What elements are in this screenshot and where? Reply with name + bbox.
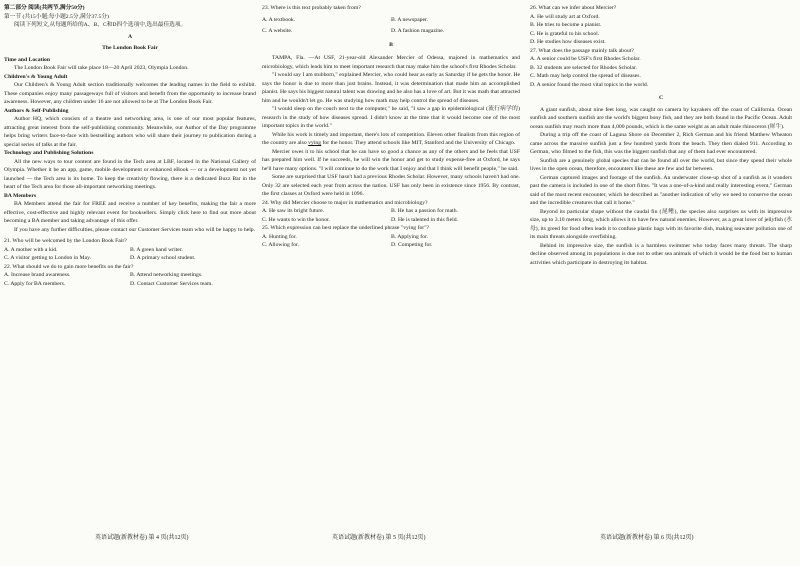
options-25 bbox=[262, 233, 520, 242]
paragraph: All the new ways to tour content are found in the Tech area at LBF, located in the National Gallery of Olympia. Whether it be an app, game, mobile development or enhanced eBook — or a development not yet launched — the Tech area is its home. To keep the creativity flowing, there is a dedicated Buzz Bar in the heart of the Tech area for those all-important networking meetings. bbox=[4, 158, 256, 190]
page-column-6 bbox=[530, 4, 792, 524]
section-heading: Technology and Publishing Solutions bbox=[4, 150, 94, 156]
paragraph: Mercier owes it to his school that he can have so good a chance as any of the others and he feels that USF has prepared him well. If he succeeds, he will win the honor and get to study expense-free at Oxford, he says he'll have many options. "I will continue to do the work that I enjoy and that I think will benefit people," he said. bbox=[262, 148, 520, 172]
page-footer-6: 英语试题(新教材卷) 第 6 页(共12页) bbox=[600, 535, 694, 541]
option-b: B. He tries to become a pianist. bbox=[530, 22, 602, 28]
section-header: 第二部分 阅读(共两节,满分50分) bbox=[4, 5, 85, 11]
option-c: C. A website. bbox=[262, 28, 293, 34]
option-a: A. He saw its bright future. bbox=[262, 208, 325, 214]
page-footer-4: 英语试题(新教材卷) 第 4 页(共12页) bbox=[95, 535, 189, 541]
options-21 bbox=[4, 254, 256, 263]
paragraph: If you have any further difficulties, please contact our Customer Services team who will be happy to help. bbox=[14, 226, 256, 233]
option-c: C. A visitor getting to London in May. bbox=[4, 255, 91, 261]
paragraph: Author HQ, which consists of a theatre and networking area, is one of our most popular features, attracting great interest from the self-publishing community. Meanwhile, our Author of the Day programme helps bring writers face-to-face with bestselling authors who will share their journey to publication during a special series of talks at the fair. bbox=[4, 116, 256, 148]
paragraph: Sunfish are a genuinely global species that can be found all over the world, but since they spend their whole lives in the open ocean, therefore, encounters like these are few and far between. bbox=[530, 157, 792, 172]
paragraph: "I would say I am stubborn," explained Mercier, who could hear as early as Saturday if he gets the honor. He says the honor is due to more than just brains. Instead, it was determination that made him an accomplished pianist. He says his biggest natural talent was drawing and he also has a love of art. But it was math that attracted him and he wouldn't let go. He was studying how math may help control the spread of diseases. bbox=[262, 72, 520, 104]
option-c: C. He is grateful to his school. bbox=[530, 30, 600, 37]
options-24 bbox=[262, 207, 520, 216]
paragraph: Beyond its particular shape without the caudal fin (尾鳍), the species also surprises us with its impressive size, up to 3.10 meters long, which allows it to have few natural enemies. However, as a great lover of jellyfish (水母), its greed for food often leads it to confuse plastic bags with its favorite dish, making seawater pollution one of its main threats alongside overfishing. bbox=[530, 208, 792, 240]
page-footer-5: 英语试题(新教材卷) 第 5 页(共12页) bbox=[332, 535, 426, 541]
option-b: B. A newspaper. bbox=[391, 16, 428, 23]
part-header: 第一节 (共15小题;每小题2.5分,满分37.5分) bbox=[4, 13, 109, 20]
paragraph-text: for the honor. They attend schools like MIT, Stanford and the University of Chicago. bbox=[321, 140, 516, 146]
option-b: B. A green hand writer. bbox=[130, 246, 183, 253]
option-b: B. 32 students are selected for Rhodes Scholar. bbox=[530, 64, 637, 71]
option-b: B. Applying for. bbox=[391, 233, 428, 240]
question-27: 27. What does the passage mainly talk about? bbox=[530, 47, 634, 54]
page-column-4 bbox=[4, 4, 256, 524]
paragraph: The London Book Fair will take place 18—20 April 2023, Olympia London. bbox=[14, 65, 189, 71]
paragraph-text: While his work is timely and important, there's lots of competition. Eleven other finalists from this region of the country are also bbox=[262, 131, 520, 146]
underlined-phrase: vying bbox=[308, 140, 322, 146]
paragraph: TAMPA, Fla. —At USF, 21-year-old Alexander Mercier of Odessa, majored in mathematics and microbiology, which leads him to meet important research that may make him the school's first Rhodes Scholar. bbox=[262, 55, 520, 70]
option-a: A. He will study art at Oxford. bbox=[530, 13, 600, 20]
paragraph: During a trip off the coast of Laguna Shore on December 2, Rich German and his friend Matthew Wheaton came across the massive sunfish just a few hundred yards from the beach. They then dialed 911. According to German, who filmed to the fish, this was the biggest sunfish that any of them had ever encountered. bbox=[530, 132, 792, 155]
question-26: 26. What can we infer about Mercier? bbox=[530, 5, 617, 11]
option-a: A. A textbook. bbox=[262, 16, 296, 23]
section-heading: Authors & Self-Publishing bbox=[4, 107, 69, 114]
option-b: B. Attend networking meetings. bbox=[130, 272, 203, 278]
option-d: D. Contact Customer Services team. bbox=[130, 280, 213, 287]
option-d: D. A fashion magazine. bbox=[391, 28, 445, 34]
option-a: A. A senior could be USF's first Rhodes Scholar. bbox=[530, 56, 641, 62]
passage-label: A bbox=[127, 33, 133, 40]
options-21 bbox=[4, 246, 256, 255]
option-c: C. Math may help control the spread of diseases. bbox=[530, 73, 641, 79]
paragraph: BA Members attend the fair for FREE and receive a number of key benefits, making the fair a more effective, cost-effective and highly relevant event for booksellers. Simply click here to find out more about becoming a BA member and taking advantage of this offer. bbox=[4, 201, 256, 224]
question-24: 24. Why did Mercier choose to major in mathematics and microbiology? bbox=[262, 199, 428, 206]
paragraph: German captured images and footage of the sunfish. An underwater close-up shot of a sunfish as it wanders past the camera is included in one of the short films. "It was a one-of-a-kind and really interesting event," German said of the most recent encounter, which he described as "another indication of why we need to conserve the ocean and the incredible creatures that call it home." bbox=[530, 174, 792, 206]
question-22: 22. What should we do to gain more benefits on the fair? bbox=[4, 263, 134, 270]
options-25 bbox=[262, 241, 520, 250]
paragraph: Our Children's & Young Adult section traditionally welcomes the leading names in the field to exhibit. These companies enjoy many passageways full of visitors and benefit from the opportunity to increase brand awareness. However, any children under 16 are not allowed to be at The London Book Fair. bbox=[4, 82, 256, 105]
options-23 bbox=[262, 16, 520, 25]
option-d: D. He studies how diseases exist. bbox=[530, 39, 606, 45]
option-b: B. He has a passion for math. bbox=[391, 208, 458, 214]
option-a: A. Increase brand awareness. bbox=[4, 272, 71, 278]
options-23 bbox=[262, 27, 520, 36]
option-a: A. A mother with a kid. bbox=[4, 246, 58, 253]
paragraph: Behind its impressive size, the sunfish is a harmless swimmer who today faces many threats. The sharp decline observed among its populations is due not to other sea animals of which it would be the food but to human activities which participate in destroying its habitat. bbox=[530, 242, 792, 266]
question-25: 25. Which expression can best replace the underlined phrase "vying for"? bbox=[262, 225, 430, 231]
option-d: D. A primary school student. bbox=[130, 255, 196, 261]
option-c: C. Allowing for. bbox=[262, 242, 299, 248]
paragraph bbox=[262, 131, 520, 148]
paragraph: A giant sunfish, about nine feet long, was caught on camera by kayakers off the coast of California. Ocean sunfish and southern sunfish are the world's biggest bony fish, and they are both found in the Pacific Ocean. Adult ocean sunfish may reach more than 4,000 pounds, which is the same weight as an adult male rhinoceros (犀牛). bbox=[530, 106, 792, 130]
options-22 bbox=[4, 280, 256, 289]
options-24 bbox=[262, 216, 520, 225]
paragraph: Some are surprised that USF hasn't had a previous Rhodes Scholar. However, many schools haven't had one. Only 32 are selected each year from across the nation. USF has only been in existence since 1956. By contrast, the first classes at Oxford were held in 1096. bbox=[262, 174, 520, 197]
option-d: D. Competing for. bbox=[391, 242, 433, 248]
section-heading: BA Members bbox=[4, 192, 37, 199]
passage-title: The London Book Fair bbox=[102, 45, 158, 51]
instructions: 阅读下列短文,从每题所给的A、B、C和D四个选项中,选出最佳选项。 bbox=[14, 22, 187, 28]
option-c: C. Apply for BA members. bbox=[4, 280, 66, 287]
option-d: D. A senior found the most vital topics in the world. bbox=[530, 81, 649, 88]
passage-label: B bbox=[389, 41, 393, 48]
section-heading: Children's & Young Adult bbox=[4, 73, 68, 80]
option-d: D. He is talented in this field. bbox=[391, 216, 458, 223]
option-a: A. Hunting for. bbox=[262, 233, 297, 240]
section-heading: Time and Location bbox=[4, 56, 51, 63]
question-23: 23. Where is this text probably taken from? bbox=[262, 5, 361, 11]
options-22 bbox=[4, 271, 256, 280]
question-21: 21. Who will be welcomed by the London Book Fair? bbox=[4, 238, 127, 244]
paragraph: "I would sleep on the couch next to the computer," he said, "I saw a gap in epidemiological (流行病学的) research in the study of how diseases spread. I didn't know at the time that it would become one of the most important topics in the world." bbox=[262, 106, 520, 129]
option-c: C. He wants to win the honor. bbox=[262, 216, 330, 223]
page-column-5 bbox=[262, 4, 520, 524]
passage-label: C bbox=[658, 95, 664, 101]
